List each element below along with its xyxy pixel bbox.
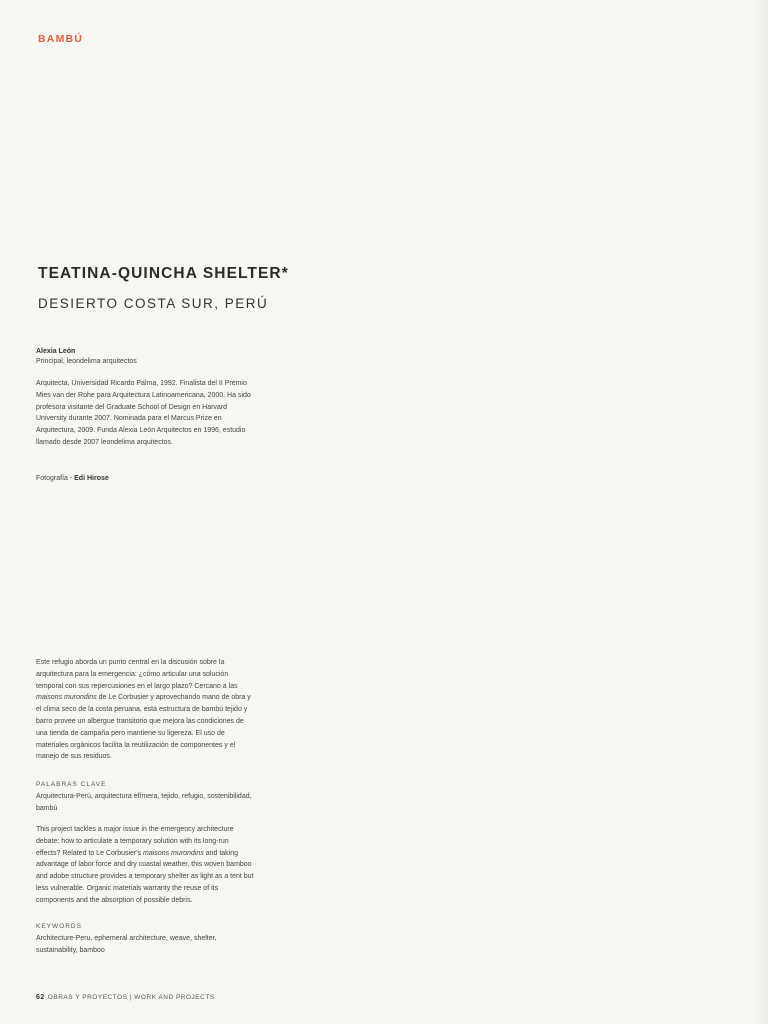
keywords-english-list: Architecture-Peru, ephemeral architecture, weave, shelter, sustainability, bamboo: [36, 935, 217, 954]
article-subtitle: DESIERTO COSTA SUR, PERÚ: [38, 296, 269, 311]
keywords-spanish-list: Arquitectura-Perú, arquitectura efímera, tejido, refugio, sostenibilidad, bambú: [36, 793, 252, 812]
section-tag: BAMBÚ: [38, 33, 84, 45]
abstract-spanish-part2: de Le Corbusier y aprovechando mano de obra y el clima seco de la costa peruana, esta estructura de bambú tejido y barro provee un albergue transitorio que mejora las condiciones de una tienda de campaña pero mantiene su ligereza. El uso de materiales orgánicos facilita la reutilización de componentes y el manejo de sus residuos.: [36, 694, 251, 761]
abstract-spanish-italic: maisons murondins: [36, 694, 97, 702]
abstract-english-part2: and taking advantage of labor force and dry coastal weather, this woven bamboo and adobe structure provides a temporary shelter as light as a tent but less vulnerable. Organic materials warranty the reuse of its components and the absorption of possible debris.: [36, 849, 254, 904]
photo-credit-label: Fotografía -: [36, 475, 75, 482]
author-role: Principal, leondelima arquitectos: [36, 358, 137, 365]
abstract-spanish-part1: Este refugio aborda un punto central en la discusión sobre la arquitectura para la emergencia: ¿cómo articular una solución temporal con sus repercusiones en el largo plazo? Cercano a las: [36, 659, 238, 690]
footer-text: OBRAS Y PROYECTOS | WORK AND PROJECTS: [47, 994, 215, 1001]
page-footer: [36, 994, 215, 1001]
photo-credit: [36, 475, 109, 482]
abstract-spanish: [36, 657, 254, 763]
page-number: 62: [36, 994, 45, 1001]
page-edge-shadow: [754, 0, 768, 1024]
photographer-name: Edi Hirose: [74, 475, 109, 482]
abstract-english: [36, 824, 254, 907]
abstract-english-part1: This project tackles a major issue in the emergency architecture debate: how to articulate a temporary solution with its long-run effects? Related to Le Corbusier's: [36, 826, 234, 857]
article-title: TEATINA-QUINCHA SHELTER*: [38, 265, 289, 282]
keywords-spanish-label: PALABRAS CLAVE: [36, 781, 107, 788]
author-name: Alexia León: [36, 348, 76, 355]
keywords-english-label: KEYWORDS: [36, 923, 82, 930]
abstract-english-italic: maisons murondins: [143, 849, 204, 857]
author-bio: Arquitecta, Universidad Ricardo Palma, 1992. Finalista del II Premio Mies van der Rohe para Arquitectura Latinoamericana, 2000. Ha sido profesora visitante del Graduate School of Design en Harvard University durante 2007. Nominada para el Marcus Prize en Arquitectura, 2009. Funda Alexia León Arquitectos en 1996, estudio llamado desde 2007 leondelima arquitectos.: [36, 380, 251, 446]
